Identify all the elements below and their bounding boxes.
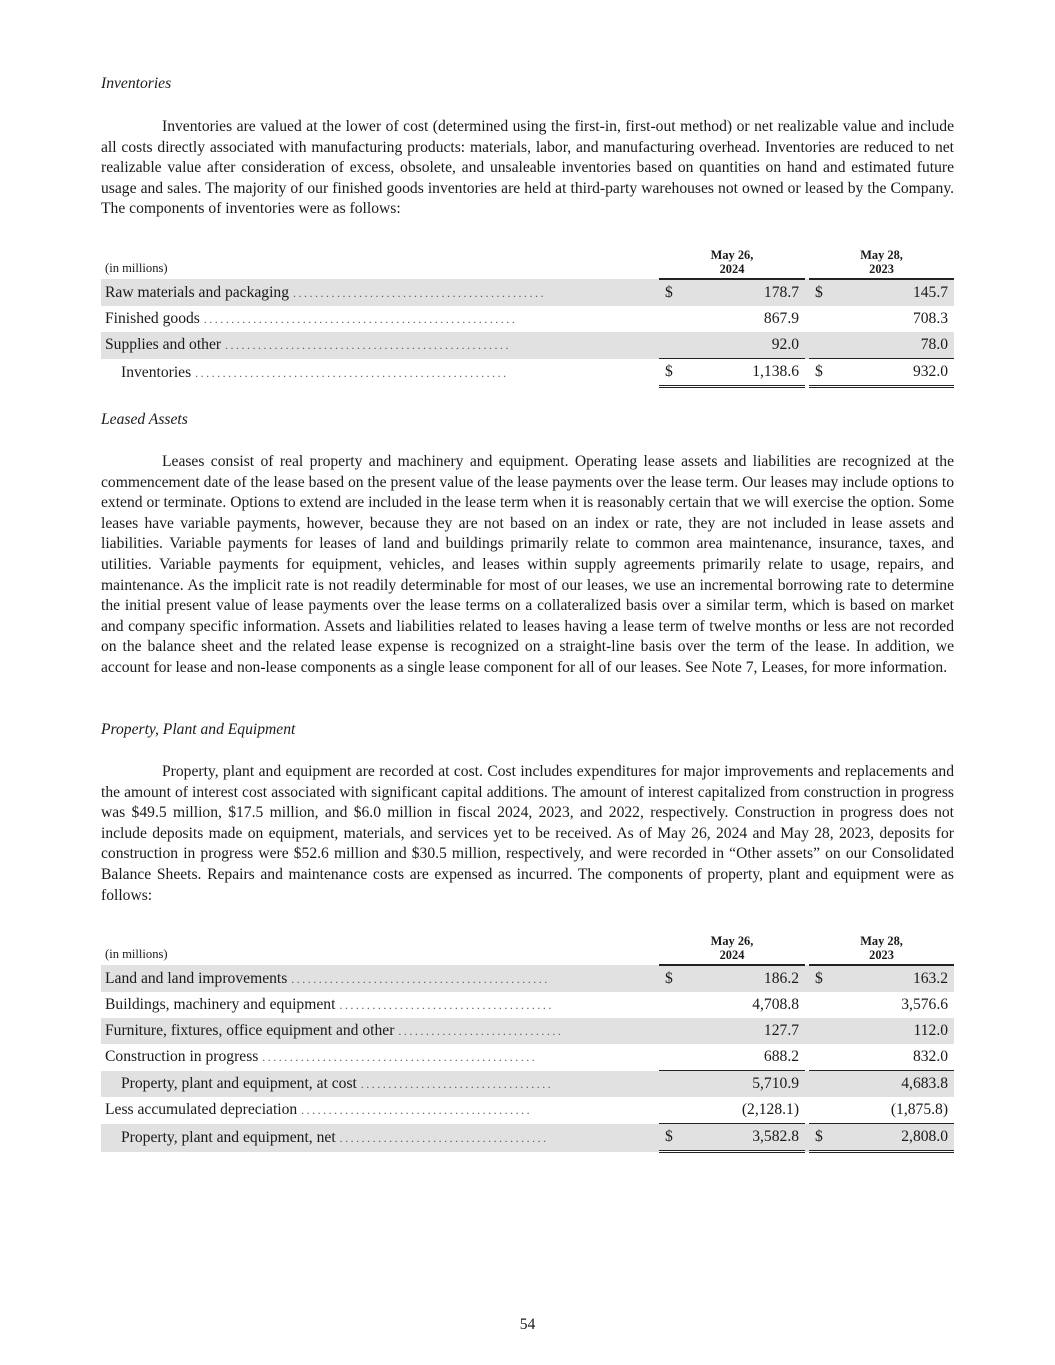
value-2024: 186.2 bbox=[679, 965, 805, 992]
ppe-paragraph: Property, plant and equipment are recorded at cost. Cost includes expenditures for major improvements and replacements and the amount of interest cost associated with significant capital additions. The amount of interest capitalized from construction in progress was $49.5 million, $17.5 million, and $6.0 million in fiscal 2024, 2023, and 2022, respectively. Construction in progress does not include deposits made on equipment, materials, and services yet to be received. As of May 26, 2024 and May 28, 2023, deposits for construction in progress were $52.6 million and $30.5 million, respectively, and were recorded in “Other assets” on our Consolidated Balance Sheets. Repairs and maintenance costs are expensed as incurred. The components of property, plant and equipment were as follows: bbox=[101, 763, 954, 904]
column-header-2024: May 26, 2024 bbox=[659, 934, 805, 965]
value-2024: 92.0 bbox=[679, 332, 805, 359]
value-2024: 127.7 bbox=[679, 1018, 805, 1044]
dollar-sign bbox=[809, 992, 829, 1018]
inventories-paragraph: Inventories are valued at the lower of cost (determined using the first-in, first-out method) or net realizable value and include all costs directly associated with manufacturing products: materials, labor, and manufacturing overhead. Inventories are reduced to net realizable value after consideration of excess, obsolete, and unsaleable inventories based on quantities on hand and estimated future usage and sales. The majority of our finished goods inventories are held at third-party warehouses not owned or leased by the Company. The components of inventories were as follows: bbox=[101, 118, 954, 218]
dollar-sign bbox=[659, 1097, 679, 1124]
ppe-table bbox=[101, 934, 954, 1153]
dollar-sign bbox=[659, 1018, 679, 1044]
table-row: Less accumulated depreciation .......................................... (2,128.1) (1,875.8) bbox=[101, 1097, 954, 1124]
dollar-sign: $ bbox=[809, 359, 829, 387]
dollar-sign: $ bbox=[809, 965, 829, 992]
dollar-sign bbox=[659, 1071, 679, 1098]
row-label: Buildings, machinery and equipment bbox=[105, 996, 336, 1013]
units-label: (in millions) bbox=[105, 947, 168, 961]
page-number: 54 bbox=[519, 1316, 536, 1333]
value-2023: 832.0 bbox=[912, 1048, 949, 1065]
dollar-sign: $ bbox=[659, 279, 679, 306]
row-label: Property, plant and equipment, net bbox=[121, 1128, 336, 1146]
value-2023: 708.3 bbox=[912, 310, 949, 327]
ppe-heading: Property, Plant and Equipment bbox=[101, 721, 296, 738]
dollar-sign bbox=[809, 1071, 829, 1098]
value-2024: 688.2 bbox=[763, 1048, 800, 1065]
dollar-sign: $ bbox=[809, 279, 829, 306]
value-2024: 867.9 bbox=[763, 310, 800, 327]
value-2024: 1,138.6 bbox=[679, 359, 805, 387]
table-row: Land and land improvements ............................................... $ 186.2 $ 163.2 bbox=[101, 965, 954, 992]
value-2023: (1,875.8) bbox=[890, 1101, 949, 1118]
row-label: Finished goods bbox=[105, 310, 200, 327]
value-2023: 3,576.6 bbox=[901, 996, 949, 1013]
table-row-total: Property, plant and equipment, net ...................................... $ 3,582.8 $ 2,808.0 bbox=[101, 1124, 954, 1152]
dollar-sign: $ bbox=[809, 1124, 829, 1152]
value-2023: 163.2 bbox=[829, 965, 954, 992]
leased-assets-heading: Leased Assets bbox=[101, 411, 188, 428]
dollar-sign bbox=[659, 306, 679, 332]
column-header-2023: May 28, 2023 bbox=[809, 248, 954, 279]
table-row: Furniture, fixtures, office equipment and other .............................. 127.7 112.0 bbox=[101, 1018, 954, 1044]
dollar-sign bbox=[809, 1097, 829, 1124]
column-header-2023: May 28, 2023 bbox=[809, 934, 954, 965]
dollar-sign bbox=[809, 306, 829, 332]
value-2023: 2,808.0 bbox=[829, 1124, 954, 1152]
inventories-table bbox=[101, 248, 954, 388]
dollar-sign: $ bbox=[659, 1124, 679, 1152]
row-label: Property, plant and equipment, at cost bbox=[121, 1074, 357, 1092]
dollar-sign: $ bbox=[659, 965, 679, 992]
table-row: Buildings, machinery and equipment ....................................... 4,708.8 3,576.6 bbox=[101, 992, 954, 1018]
value-2024: 4,708.8 bbox=[752, 996, 800, 1013]
units-label: (in millions) bbox=[105, 261, 168, 275]
value-2024: 5,710.9 bbox=[679, 1071, 805, 1098]
dollar-sign: $ bbox=[659, 359, 679, 387]
value-2023: 78.0 bbox=[829, 332, 954, 359]
value-2023: 112.0 bbox=[829, 1018, 954, 1044]
column-header-2024: May 26, 2024 bbox=[659, 248, 805, 279]
table-header bbox=[101, 248, 954, 279]
value-2023: 932.0 bbox=[829, 359, 954, 387]
table-row: Raw materials and packaging .............................................. $ 178.7 $ 145.7 bbox=[101, 279, 954, 306]
value-2023: 145.7 bbox=[829, 279, 954, 306]
value-2024: (2,128.1) bbox=[741, 1101, 800, 1118]
leased-assets-paragraph: Leases consist of real property and machinery and equipment. Operating lease assets and liabilities are recognized at the commencement date of the lease based on the present value of the lease payments over the lease term. Our leases may include options to extend or terminate. Options to extend are included in the lease term when it is reasonably certain that we will exercise the option. Some leases have variable payments, however, because they are not based on an index or rate, they are not included in lease assets and liabilities. Variable payments for leases of land and buildings primarily relate to common area maintenance, insurance, taxes, and utilities. Variable payments for equipment, vehicles, and leases within supply agreements primarily relate to usage, repairs, and maintenance. As the implicit rate is not readily determinable for most of our leases, we use an incremental borrowing rate to determine the initial present value of lease payments over the lease terms on a collateralized basis over a similar term, which is based on market and company specific information. Assets and liabilities related to leases having a lease term of twelve months or less are not recorded on the balance sheet and the related lease expense is recognized on a straight-line basis over the term of the lease. In addition, we account for lease and non-lease components as a single lease component for all of our leases. See Note 7, Leases, for more information. bbox=[101, 453, 954, 676]
row-label: Raw materials and packaging bbox=[105, 283, 290, 301]
row-label: Construction in progress bbox=[105, 1048, 259, 1066]
value-2023: 4,683.8 bbox=[829, 1071, 954, 1098]
table-row-subtotal: Property, plant and equipment, at cost ................................... 5,710.9 4,683.8 bbox=[101, 1071, 954, 1098]
row-label: Inventories bbox=[121, 363, 192, 381]
table-row: Supplies and other .................................................... 92.0 78.0 bbox=[101, 332, 954, 359]
row-label: Furniture, fixtures, office equipment and other bbox=[105, 1022, 395, 1039]
dollar-sign bbox=[659, 992, 679, 1018]
table-header bbox=[101, 934, 954, 965]
row-label: Supplies and other bbox=[105, 336, 222, 354]
value-2024: 178.7 bbox=[679, 279, 805, 306]
row-label: Land and land improvements bbox=[105, 969, 288, 987]
dollar-sign bbox=[809, 1018, 829, 1044]
value-2024: 3,582.8 bbox=[679, 1124, 805, 1152]
dollar-sign bbox=[659, 332, 679, 359]
inventories-heading: Inventories bbox=[101, 75, 172, 92]
row-label: Less accumulated depreciation bbox=[105, 1101, 298, 1119]
dollar-sign bbox=[659, 1044, 679, 1071]
dollar-sign bbox=[809, 332, 829, 359]
table-row: Finished goods ......................................................... 867.9 708.3 bbox=[101, 306, 954, 332]
table-row: Construction in progress .................................................. 688.2 832.0 bbox=[101, 1044, 954, 1071]
table-row-total: Inventories ......................................................... $ 1,138.6 $ 932.0 bbox=[101, 359, 954, 387]
dollar-sign bbox=[809, 1044, 829, 1071]
